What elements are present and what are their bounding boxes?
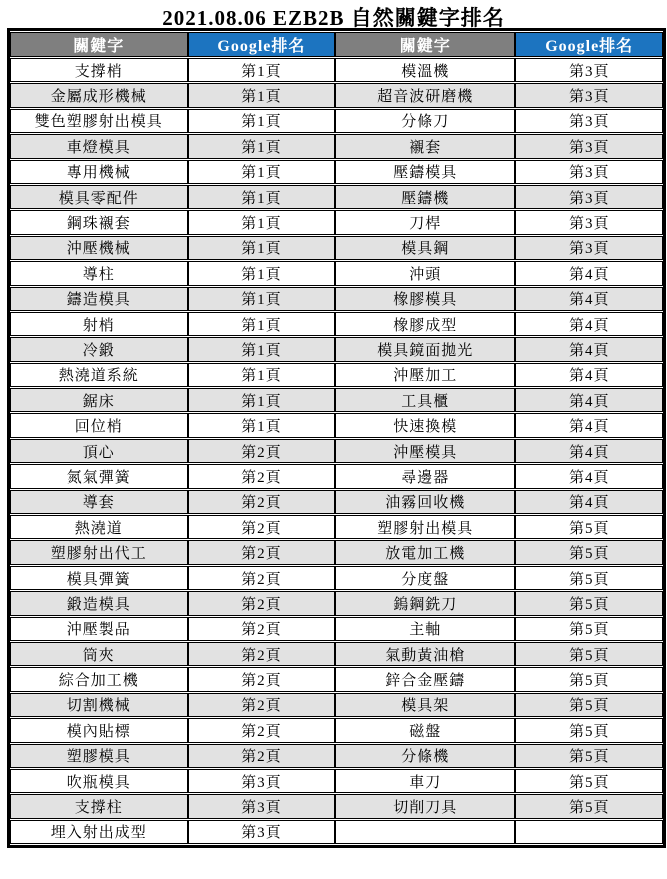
rank-cell-right: 第3頁 xyxy=(515,109,663,133)
page-title: 2021.08.06 EZB2B 自然關鍵字排名 xyxy=(162,6,505,30)
keyword-cell-right: 切削刀具 xyxy=(335,794,515,818)
rank-cell-left: 第3頁 xyxy=(188,820,336,844)
rank-cell-left: 第2頁 xyxy=(188,490,336,514)
table-row xyxy=(10,566,663,590)
table-row xyxy=(10,540,663,564)
table-row xyxy=(10,515,663,539)
keyword-cell-left: 鑄造模具 xyxy=(10,287,188,311)
rank-cell-left: 第1頁 xyxy=(188,337,336,361)
keyword-cell-right: 橡膠成型 xyxy=(335,312,515,336)
header-keyword-left: 關鍵字 xyxy=(10,32,188,57)
keyword-cell-left: 頂心 xyxy=(10,439,188,463)
keyword-cell-right: 沖壓模具 xyxy=(335,439,515,463)
table-row xyxy=(10,363,663,387)
keyword-cell-left: 回位梢 xyxy=(10,413,188,437)
table-row xyxy=(10,388,663,412)
rank-cell-right: 第5頁 xyxy=(515,718,663,742)
table-row xyxy=(10,617,663,641)
table-row xyxy=(10,312,663,336)
header-google-rank-right: Google排名 xyxy=(515,32,663,57)
keyword-cell-left: 沖壓機械 xyxy=(10,236,188,260)
keyword-cell-left: 車燈模具 xyxy=(10,134,188,158)
rank-cell-right: 第4頁 xyxy=(515,490,663,514)
rank-cell-right: 第5頁 xyxy=(515,667,663,691)
table-row xyxy=(10,820,663,844)
keyword-cell-left: 埋入射出成型 xyxy=(10,820,188,844)
rank-cell-right: 第5頁 xyxy=(515,515,663,539)
table-row xyxy=(10,134,663,158)
keyword-cell-left: 支撐梢 xyxy=(10,58,188,82)
rank-cell-left: 第1頁 xyxy=(188,236,336,260)
table-row xyxy=(10,439,663,463)
rank-cell-left: 第2頁 xyxy=(188,693,336,717)
keyword-cell-left: 鍛造模具 xyxy=(10,591,188,615)
rank-cell-right: 第3頁 xyxy=(515,134,663,158)
keyword-cell-right: 模具鏡面拋光 xyxy=(335,337,515,361)
rank-cell-right: 第5頁 xyxy=(515,617,663,641)
rank-cell-left: 第2頁 xyxy=(188,642,336,666)
rank-cell-right: 第3頁 xyxy=(515,83,663,107)
keyword-cell-right: 鎢鋼銑刀 xyxy=(335,591,515,615)
keyword-cell-left: 熱澆道系統 xyxy=(10,363,188,387)
table-row xyxy=(10,667,663,691)
rank-cell-right: 第4頁 xyxy=(515,363,663,387)
header-keyword-right: 關鍵字 xyxy=(335,32,515,57)
rank-cell-left: 第2頁 xyxy=(188,515,336,539)
keyword-cell-right: 鋅合金壓鑄 xyxy=(335,667,515,691)
keyword-cell-left: 支撐柱 xyxy=(10,794,188,818)
rank-cell-left: 第1頁 xyxy=(188,210,336,234)
table-row xyxy=(10,744,663,768)
table-row xyxy=(10,160,663,184)
rank-cell-left: 第3頁 xyxy=(188,769,336,793)
rank-cell-right: 第4頁 xyxy=(515,439,663,463)
keyword-cell-left: 模具零配件 xyxy=(10,185,188,209)
rank-cell-right: 第4頁 xyxy=(515,337,663,361)
table-row xyxy=(10,210,663,234)
table-row xyxy=(10,642,663,666)
keyword-cell-right: 油霧回收機 xyxy=(335,490,515,514)
rank-cell-left: 第1頁 xyxy=(188,413,336,437)
header-row xyxy=(10,32,663,57)
rank-cell-left: 第1頁 xyxy=(188,363,336,387)
keyword-cell-left: 切割機械 xyxy=(10,693,188,717)
keyword-cell-left: 專用機械 xyxy=(10,160,188,184)
rank-cell-left: 第1頁 xyxy=(188,388,336,412)
keyword-cell-left: 吹瓶模具 xyxy=(10,769,188,793)
table-row xyxy=(10,287,663,311)
table-row xyxy=(10,58,663,82)
keyword-cell-right: 橡膠模具 xyxy=(335,287,515,311)
table-row xyxy=(10,236,663,260)
rank-cell-left: 第2頁 xyxy=(188,617,336,641)
rank-cell-left: 第2頁 xyxy=(188,591,336,615)
rank-cell-left: 第2頁 xyxy=(188,464,336,488)
keyword-cell-left: 綜合加工機 xyxy=(10,667,188,691)
keyword-cell-left: 導套 xyxy=(10,490,188,514)
keyword-cell-right: 襯套 xyxy=(335,134,515,158)
rank-cell-right: 第5頁 xyxy=(515,566,663,590)
keyword-cell-left: 金屬成形機械 xyxy=(10,83,188,107)
rank-cell-right: 第3頁 xyxy=(515,185,663,209)
keyword-cell-right: 沖壓加工 xyxy=(335,363,515,387)
keyword-cell-right: 車刀 xyxy=(335,769,515,793)
table-row xyxy=(10,794,663,818)
keyword-cell-left: 模具彈簧 xyxy=(10,566,188,590)
rank-cell-right: 第5頁 xyxy=(515,540,663,564)
rank-cell-left: 第1頁 xyxy=(188,58,336,82)
table-row xyxy=(10,769,663,793)
rank-cell-right xyxy=(515,820,663,844)
keyword-cell-right xyxy=(335,820,515,844)
keyword-cell-left: 射梢 xyxy=(10,312,188,336)
table-row xyxy=(10,83,663,107)
rank-cell-right: 第3頁 xyxy=(515,210,663,234)
rank-cell-left: 第1頁 xyxy=(188,287,336,311)
keyword-cell-left: 熱澆道 xyxy=(10,515,188,539)
header-google-rank-left: Google排名 xyxy=(188,32,336,57)
keyword-cell-left: 雙色塑膠射出模具 xyxy=(10,109,188,133)
keyword-cell-left: 模內貼標 xyxy=(10,718,188,742)
rank-cell-right: 第3頁 xyxy=(515,236,663,260)
keyword-cell-left: 沖壓製品 xyxy=(10,617,188,641)
keyword-cell-right: 主軸 xyxy=(335,617,515,641)
keyword-cell-right: 分度盤 xyxy=(335,566,515,590)
rank-cell-left: 第1頁 xyxy=(188,185,336,209)
table-row xyxy=(10,109,663,133)
rank-cell-right: 第5頁 xyxy=(515,693,663,717)
rank-cell-left: 第1頁 xyxy=(188,83,336,107)
rank-cell-left: 第2頁 xyxy=(188,667,336,691)
rank-cell-left: 第2頁 xyxy=(188,718,336,742)
table-frame xyxy=(7,28,666,848)
rank-cell-right: 第5頁 xyxy=(515,591,663,615)
keyword-cell-left: 塑膠射出代工 xyxy=(10,540,188,564)
keyword-cell-right: 模溫機 xyxy=(335,58,515,82)
keyword-cell-left: 鋸床 xyxy=(10,388,188,412)
keyword-cell-right: 壓鑄機 xyxy=(335,185,515,209)
rank-cell-left: 第1頁 xyxy=(188,312,336,336)
rank-cell-left: 第3頁 xyxy=(188,794,336,818)
keyword-cell-right: 放電加工機 xyxy=(335,540,515,564)
table-row xyxy=(10,490,663,514)
rank-cell-left: 第1頁 xyxy=(188,261,336,285)
keyword-cell-left: 塑膠模具 xyxy=(10,744,188,768)
keyword-cell-right: 快速換模 xyxy=(335,413,515,437)
rank-cell-right: 第4頁 xyxy=(515,388,663,412)
keyword-cell-right: 沖頭 xyxy=(335,261,515,285)
keyword-cell-right: 刀桿 xyxy=(335,210,515,234)
rank-cell-right: 第4頁 xyxy=(515,413,663,437)
rank-cell-left: 第1頁 xyxy=(188,109,336,133)
rank-cell-left: 第1頁 xyxy=(188,134,336,158)
keyword-cell-right: 超音波研磨機 xyxy=(335,83,515,107)
rank-cell-right: 第3頁 xyxy=(515,160,663,184)
rank-cell-right: 第5頁 xyxy=(515,744,663,768)
keyword-cell-right: 壓鑄模具 xyxy=(335,160,515,184)
keyword-cell-left: 導柱 xyxy=(10,261,188,285)
rank-cell-right: 第3頁 xyxy=(515,58,663,82)
keyword-cell-left: 氮氣彈簧 xyxy=(10,464,188,488)
rank-cell-right: 第4頁 xyxy=(515,312,663,336)
table-body xyxy=(10,58,663,844)
keyword-cell-left: 鋼珠襯套 xyxy=(10,210,188,234)
rank-cell-left: 第1頁 xyxy=(188,160,336,184)
table-row xyxy=(10,413,663,437)
table-row xyxy=(10,693,663,717)
keyword-cell-left: 筒夾 xyxy=(10,642,188,666)
rank-cell-right: 第5頁 xyxy=(515,794,663,818)
keyword-cell-right: 分條機 xyxy=(335,744,515,768)
table-row xyxy=(10,591,663,615)
keyword-cell-right: 磁盤 xyxy=(335,718,515,742)
keyword-cell-left: 冷鍛 xyxy=(10,337,188,361)
keyword-cell-right: 工具櫃 xyxy=(335,388,515,412)
keyword-cell-right: 模具鋼 xyxy=(335,236,515,260)
keyword-cell-right: 模具架 xyxy=(335,693,515,717)
rank-cell-right: 第5頁 xyxy=(515,769,663,793)
rank-cell-right: 第4頁 xyxy=(515,464,663,488)
keyword-ranking-table xyxy=(10,31,663,845)
table-row xyxy=(10,261,663,285)
rank-cell-left: 第2頁 xyxy=(188,540,336,564)
rank-cell-right: 第4頁 xyxy=(515,261,663,285)
rank-cell-left: 第2頁 xyxy=(188,744,336,768)
rank-cell-right: 第4頁 xyxy=(515,287,663,311)
keyword-cell-right: 分條刀 xyxy=(335,109,515,133)
rank-cell-left: 第2頁 xyxy=(188,439,336,463)
keyword-cell-right: 尋邊器 xyxy=(335,464,515,488)
keyword-cell-right: 塑膠射出模具 xyxy=(335,515,515,539)
table-row xyxy=(10,337,663,361)
keyword-cell-right: 氣動黃油槍 xyxy=(335,642,515,666)
rank-cell-right: 第5頁 xyxy=(515,642,663,666)
rank-cell-left: 第2頁 xyxy=(188,566,336,590)
table-row xyxy=(10,185,663,209)
table-row xyxy=(10,464,663,488)
table-row xyxy=(10,718,663,742)
